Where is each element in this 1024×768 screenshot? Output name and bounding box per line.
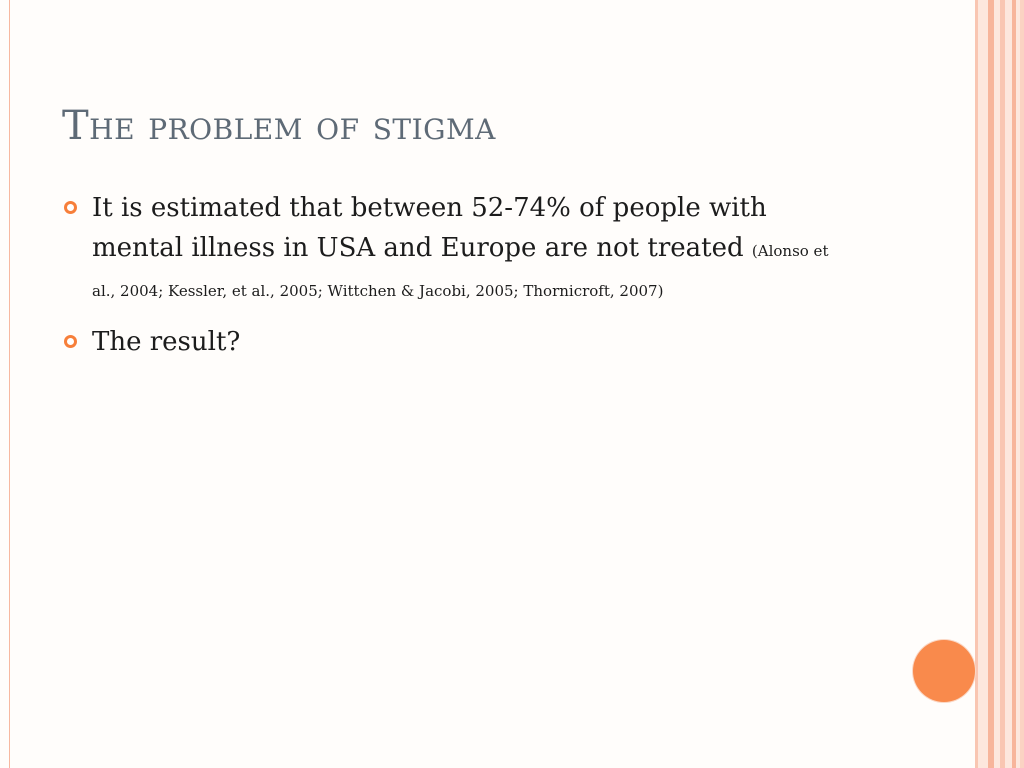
bullet-icon	[64, 335, 77, 348]
bullet-text: It is estimated that between 52-74% of people with mental illness in USA and Europe are not treated	[92, 193, 767, 263]
slide-title: The problem of stigma	[62, 103, 496, 149]
bullet-icon	[64, 201, 77, 214]
bullet-list	[62, 188, 852, 376]
bullet-text: The result?	[92, 327, 241, 357]
stripe	[1000, 0, 1005, 768]
stripe	[1012, 0, 1016, 768]
stripe	[988, 0, 994, 768]
stripe	[1020, 0, 1024, 768]
bullet-item	[62, 188, 852, 308]
bullet-item	[62, 322, 852, 362]
left-border-line	[9, 0, 10, 768]
decorative-circle	[913, 640, 975, 702]
citation-text: (Alonso et al., 2004; Kessler, et al., 2005; Wittchen & Jacobi, 2005; Thornicroft, 2007)	[92, 242, 829, 300]
stripe	[975, 0, 978, 768]
